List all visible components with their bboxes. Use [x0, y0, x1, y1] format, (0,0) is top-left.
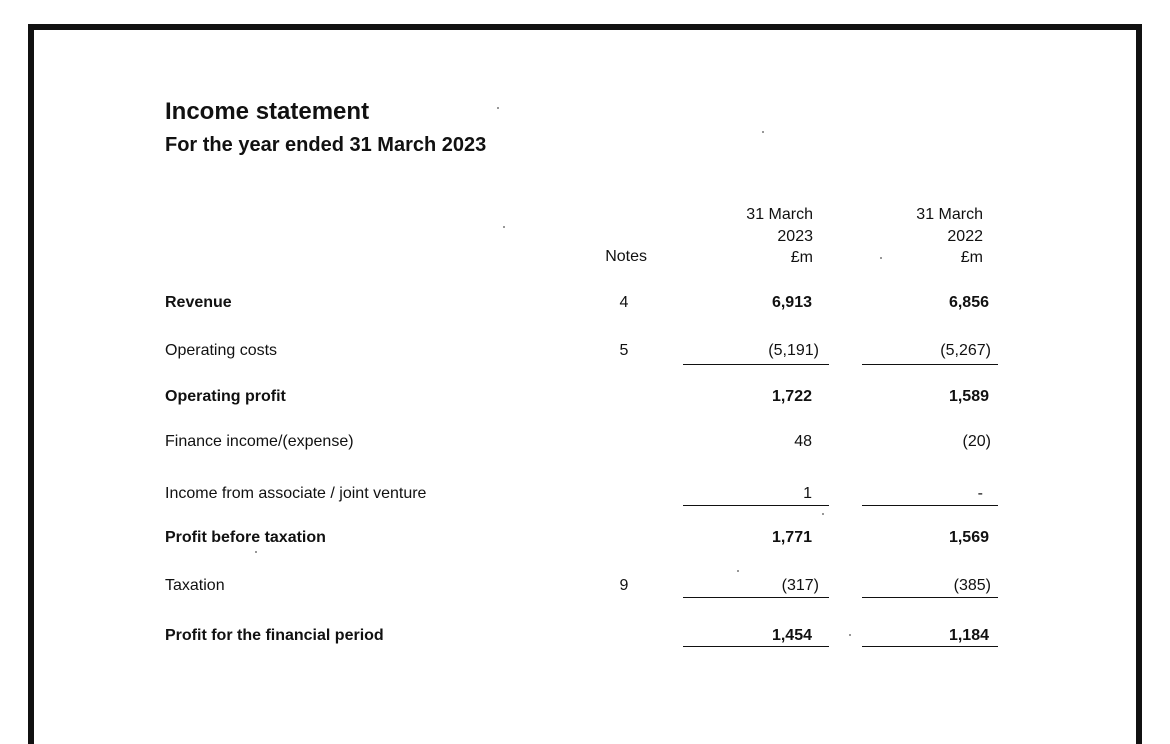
- row-label-associate-income: Income from associate / joint venture: [165, 485, 427, 502]
- row-value-2023-profit-before-tax: 1,771: [771, 529, 812, 546]
- column-header-2023-date: 31 March: [746, 206, 813, 223]
- row-label-taxation: Taxation: [165, 577, 225, 594]
- subtotal-rule-2023: [683, 364, 829, 365]
- scan-speck: [255, 551, 257, 553]
- row-value-2023-profit-for-period: 1,454: [771, 627, 812, 644]
- row-note-operating-costs: 5: [619, 342, 629, 359]
- subtotal-rule-2022: [862, 364, 998, 365]
- row-note-taxation: 9: [619, 577, 629, 594]
- column-header-2022-unit: £m: [960, 249, 983, 266]
- row-note-revenue: 4: [619, 294, 629, 311]
- statement-subtitle: For the year ended 31 March 2023: [165, 134, 487, 156]
- row-label-operating-profit: Operating profit: [165, 388, 286, 405]
- total-rule-2023: [683, 646, 829, 647]
- row-label-profit-for-period: Profit for the financial period: [165, 627, 384, 644]
- column-header-2022: [870, 204, 983, 269]
- scan-speck: [849, 634, 851, 636]
- column-header-2023-unit: £m: [790, 249, 813, 266]
- scan-speck: [822, 513, 824, 515]
- column-header-2023-year: 2023: [777, 227, 813, 245]
- row-value-2022-profit-for-period: 1,184: [948, 627, 989, 644]
- row-value-2022-operating-profit: 1,589: [948, 388, 989, 405]
- subtotal-rule-2022: [862, 597, 998, 598]
- row-value-2022-profit-before-tax: 1,569: [948, 529, 989, 546]
- subtotal-rule-2022: [862, 505, 998, 506]
- statement-title: Income statement: [165, 98, 370, 125]
- subtotal-rule-2023: [683, 597, 829, 598]
- row-label-revenue: Revenue: [165, 294, 232, 311]
- scan-speck: [880, 257, 882, 259]
- row-label-profit-before-tax: Profit before taxation: [165, 529, 326, 546]
- scan-speck: [497, 107, 499, 109]
- row-value-2023-associate-income: 1: [803, 485, 812, 502]
- column-header-2022-year: 2022: [947, 227, 983, 245]
- notes-column-header: Notes: [605, 248, 647, 265]
- row-value-2022-operating-costs: (5,267): [940, 342, 991, 359]
- column-header-2023: [700, 204, 813, 269]
- row-value-2023-finance-income: 48: [794, 433, 812, 450]
- row-value-2022-finance-income: (20): [962, 433, 991, 450]
- row-value-2022-taxation: (385): [953, 577, 991, 594]
- total-rule-2022: [862, 646, 998, 647]
- row-value-2023-revenue: 6,913: [771, 294, 812, 311]
- row-value-2023-operating-profit: 1,722: [771, 388, 812, 405]
- row-label-finance-income: Finance income/(expense): [165, 433, 354, 450]
- column-header-2022-date: 31 March: [916, 206, 983, 223]
- row-value-2022-associate-income: -: [977, 485, 983, 502]
- row-value-2023-taxation: (317): [781, 577, 819, 594]
- row-value-2023-operating-costs: (5,191): [768, 342, 819, 359]
- scan-speck: [503, 226, 505, 228]
- row-value-2022-revenue: 6,856: [948, 294, 989, 311]
- scan-speck: [762, 131, 764, 133]
- row-label-operating-costs: Operating costs: [165, 342, 278, 359]
- subtotal-rule-2023: [683, 505, 829, 506]
- scan-speck: [737, 570, 739, 572]
